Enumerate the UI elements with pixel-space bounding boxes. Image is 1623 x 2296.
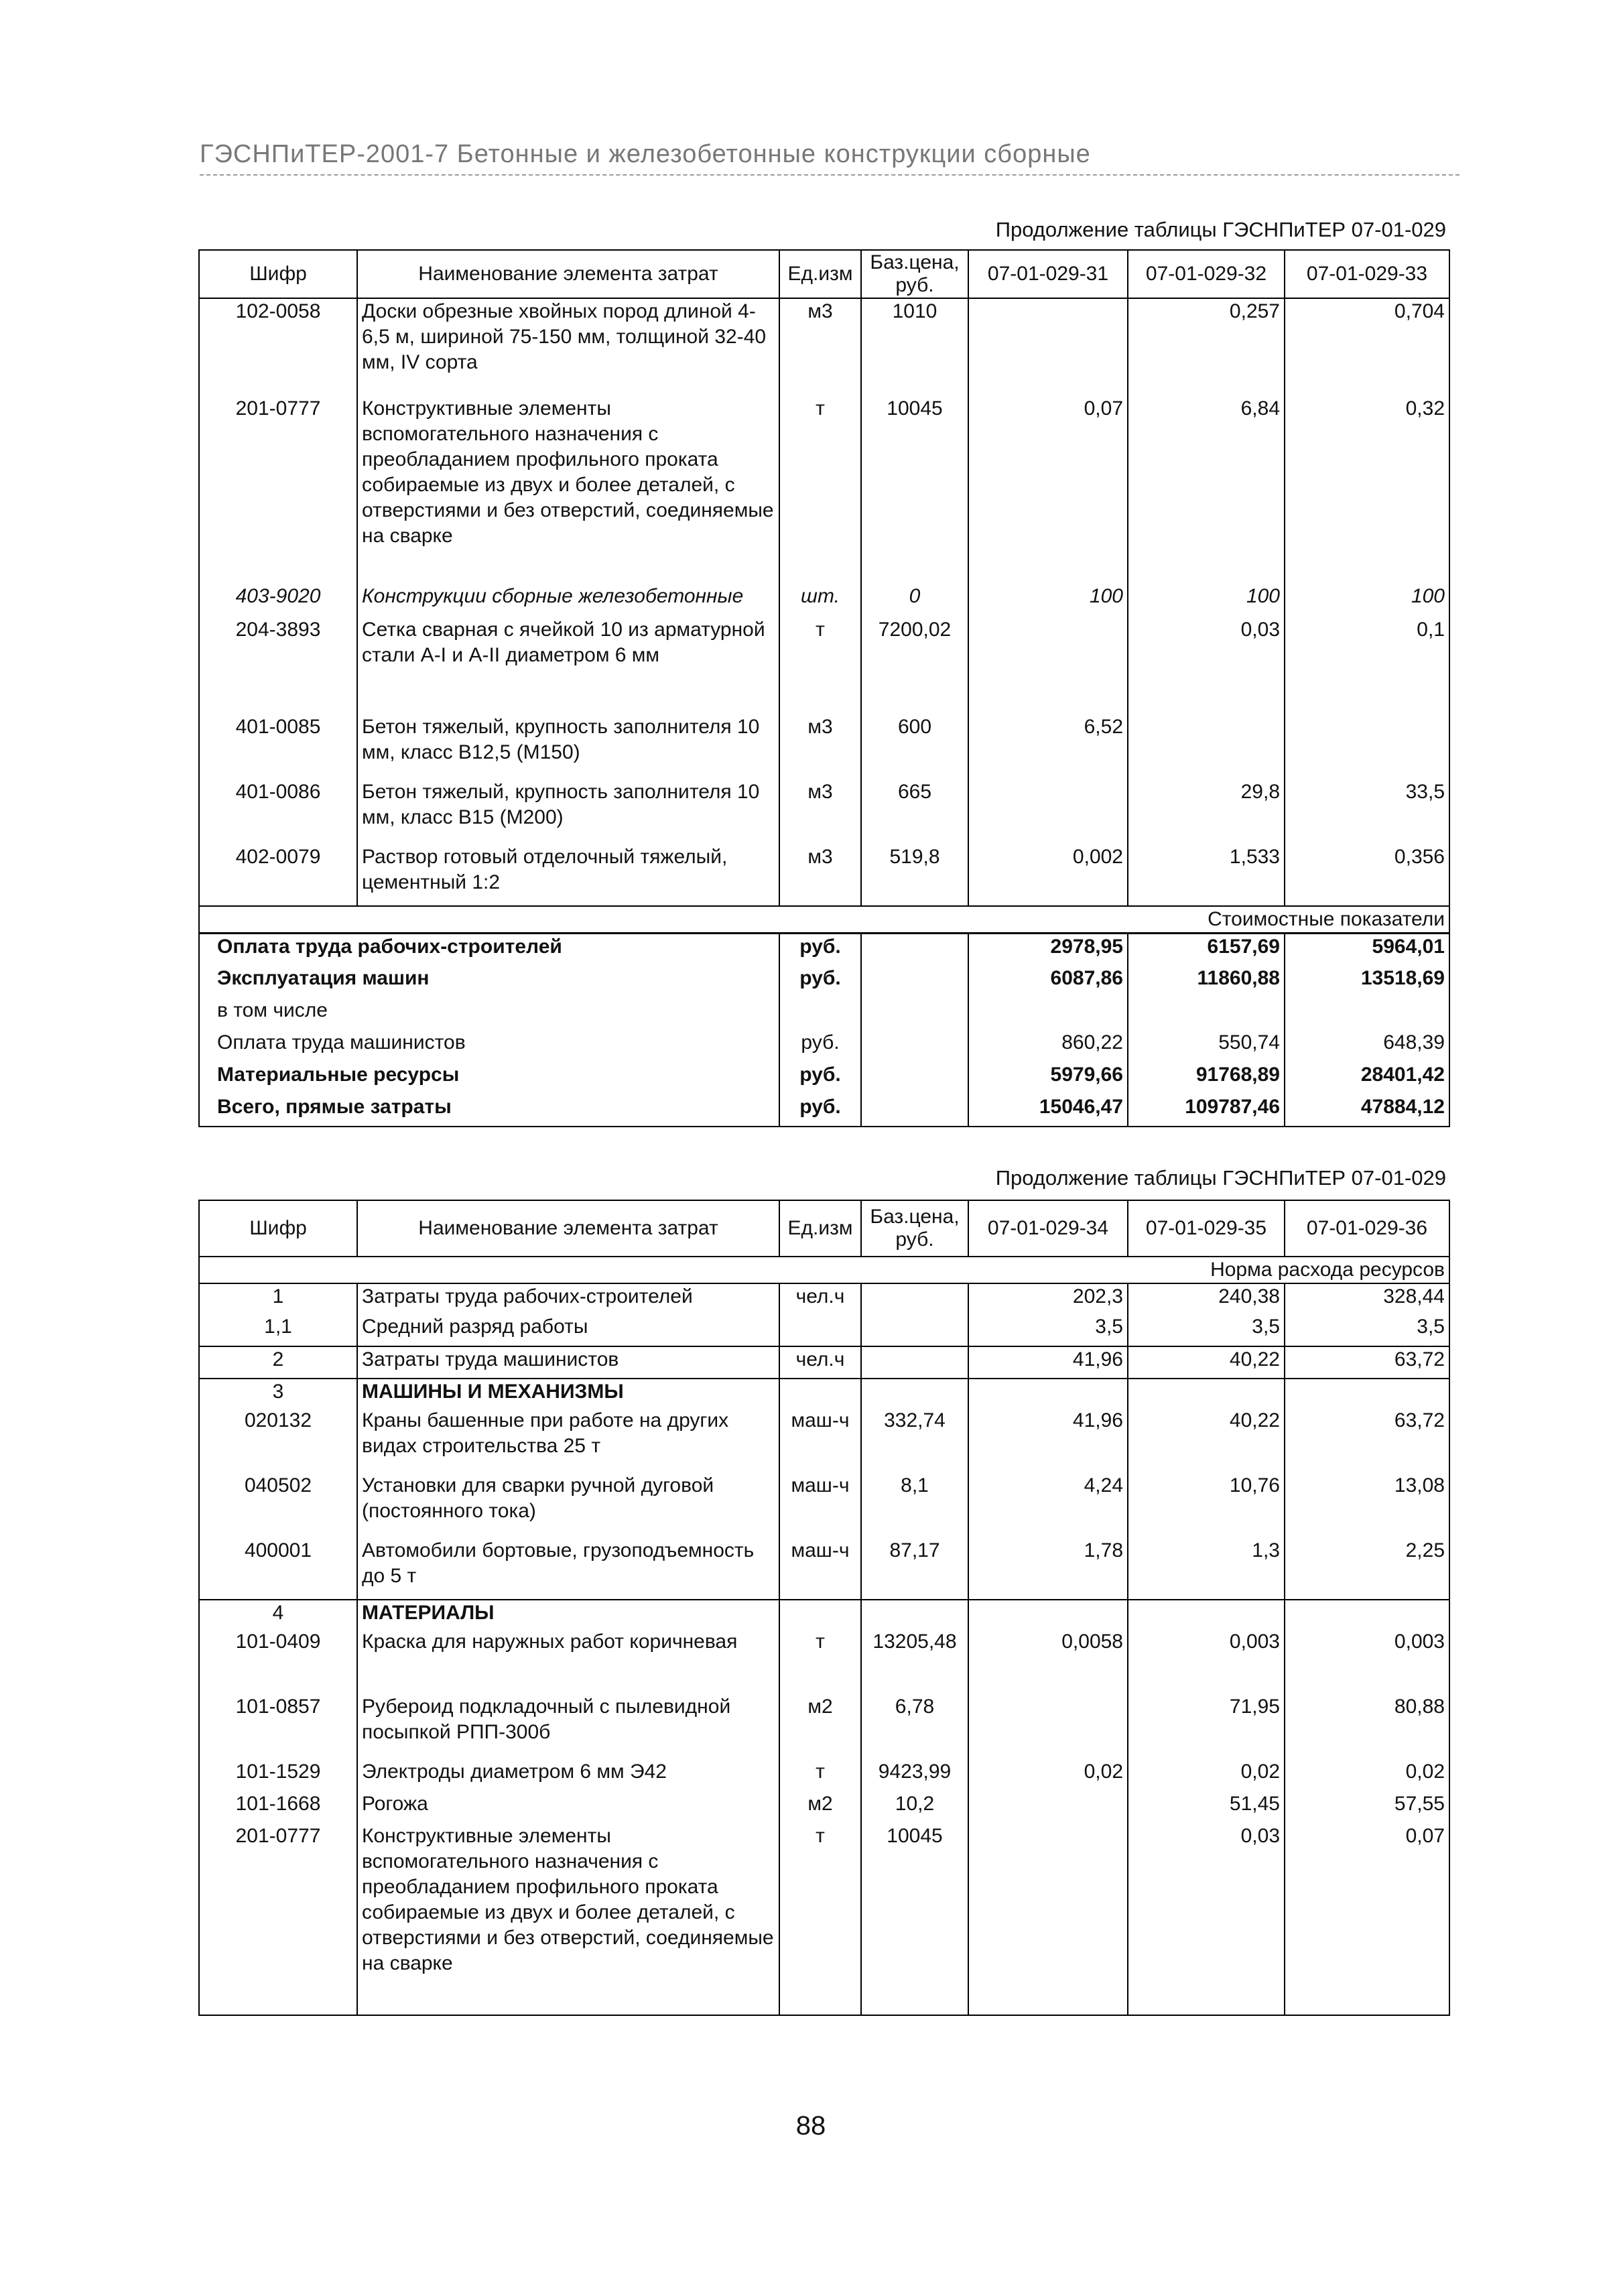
- row-code: 1: [199, 1283, 357, 1314]
- summary-label: Материальные ресурсы: [199, 1062, 779, 1094]
- table-row: [199, 1600, 1449, 1629]
- row-price: 9423,99: [861, 1759, 968, 1791]
- header-col3: 07-01-029-33: [1285, 250, 1449, 298]
- row-value-1: 3,5: [968, 1314, 1128, 1346]
- row-price: [861, 1346, 968, 1379]
- summary-value-2: 6157,69: [1128, 934, 1285, 966]
- summary-unit: руб.: [779, 1030, 861, 1062]
- row-value-2: 0,003: [1128, 1629, 1285, 1694]
- row-unit: [779, 1600, 861, 1629]
- summary-value-3: [1285, 998, 1449, 1030]
- row-value-3: [1285, 1600, 1449, 1629]
- row-price: 332,74: [861, 1408, 968, 1473]
- row-value-1: [968, 1791, 1128, 1824]
- row-value-1: [968, 617, 1128, 714]
- header-col3: 07-01-029-36: [1285, 1200, 1449, 1257]
- header-unit: Ед.изм: [779, 250, 861, 298]
- row-name: Конструкции сборные железобетонные: [357, 584, 779, 617]
- row-value-2: 51,45: [1128, 1791, 1285, 1824]
- row-value-3: 0,1: [1285, 617, 1449, 714]
- row-value-2: 0,03: [1128, 617, 1285, 714]
- row-code: 1,1: [199, 1314, 357, 1346]
- running-header: ГЭСНПиТЕР-2001-7 Бетонные и железобетонные конструкции сборные: [200, 139, 1459, 176]
- row-code: 4: [199, 1600, 357, 1629]
- row-code: 204-3893: [199, 617, 357, 714]
- summary-unit: [779, 998, 861, 1030]
- row-value-1: 4,24: [968, 1473, 1128, 1538]
- row-value-2: 40,22: [1128, 1408, 1285, 1473]
- summary-label: Оплата труда машинистов: [199, 1030, 779, 1062]
- summary-price: [861, 966, 968, 998]
- row-code: 402-0079: [199, 844, 357, 906]
- row-unit: т: [779, 396, 861, 584]
- row-code: 101-1529: [199, 1759, 357, 1791]
- table-row: [199, 1694, 1449, 1759]
- summary-label: Всего, прямые затраты: [199, 1094, 779, 1127]
- header-col2: 07-01-029-32: [1128, 250, 1285, 298]
- row-name: Конструктивные элементы вспомогательного назначения с преобладанием профильного проката собираемые из двух и более деталей, с отверстиями и без отверстий, соединяемые на сварке: [357, 1824, 779, 2015]
- row-name: Раствор готовый отделочный тяжелый, цементный 1:2: [357, 844, 779, 906]
- row-value-3: 0,07: [1285, 1824, 1449, 2015]
- table-row: [199, 714, 1449, 779]
- row-value-2: 10,76: [1128, 1473, 1285, 1538]
- row-name: Доски обрезные хвойных пород длиной 4-6,5 м, шириной 75-150 мм, толщиной 32-40 мм, IV сорта: [357, 298, 779, 396]
- row-value-3: 3,5: [1285, 1314, 1449, 1346]
- header-col1: 07-01-029-31: [968, 250, 1128, 298]
- summary-value-1: 15046,47: [968, 1094, 1128, 1127]
- row-code: 102-0058: [199, 298, 357, 396]
- row-value-2: 240,38: [1128, 1283, 1285, 1314]
- summary-value-1: 2978,95: [968, 934, 1128, 966]
- row-unit: маш-ч: [779, 1538, 861, 1600]
- row-value-3: [1285, 1379, 1449, 1408]
- summary-row: [199, 1094, 1449, 1127]
- section-label: Стоимостные показатели: [199, 906, 1449, 934]
- row-price: 600: [861, 714, 968, 779]
- row-name: Рогожа: [357, 1791, 779, 1824]
- row-price: [861, 1283, 968, 1314]
- row-name: Установки для сварки ручной дуговой (постоянного тока): [357, 1473, 779, 1538]
- row-unit: м2: [779, 1694, 861, 1759]
- summary-unit: руб.: [779, 1094, 861, 1127]
- row-value-1: 202,3: [968, 1283, 1128, 1314]
- row-name: Электроды диаметром 6 мм Э42: [357, 1759, 779, 1791]
- row-value-1: [968, 1694, 1128, 1759]
- row-code: 201-0777: [199, 396, 357, 584]
- row-value-2: 0,257: [1128, 298, 1285, 396]
- row-code: 040502: [199, 1473, 357, 1538]
- summary-value-3: 5964,01: [1285, 934, 1449, 966]
- table-row: [199, 298, 1449, 396]
- table2-caption: Продолжение таблицы ГЭСНПиТЕР 07-01-029: [995, 1166, 1446, 1190]
- table-row: [199, 1824, 1449, 2015]
- table-row: [199, 1538, 1449, 1600]
- summary-price: [861, 998, 968, 1030]
- table-row: [199, 1379, 1449, 1408]
- row-price: 1010: [861, 298, 968, 396]
- summary-value-1: [968, 998, 1128, 1030]
- row-code: 101-0409: [199, 1629, 357, 1694]
- summary-value-3: 28401,42: [1285, 1062, 1449, 1094]
- summary-row: [199, 1030, 1449, 1062]
- table-row: [199, 1629, 1449, 1694]
- table-row: [199, 1759, 1449, 1791]
- row-name: Краска для наружных работ коричневая: [357, 1629, 779, 1694]
- row-name: МАТЕРИАЛЫ: [357, 1600, 779, 1629]
- summary-value-2: 109787,46: [1128, 1094, 1285, 1127]
- row-value-3: 0,704: [1285, 298, 1449, 396]
- row-code: 101-0857: [199, 1694, 357, 1759]
- row-price: 10045: [861, 1824, 968, 2015]
- row-name: Бетон тяжелый, крупность заполнителя 10 мм, класс В15 (М200): [357, 779, 779, 844]
- header-name: Наименование элемента затрат: [357, 1200, 779, 1257]
- row-value-1: [968, 1379, 1128, 1408]
- row-value-3: 328,44: [1285, 1283, 1449, 1314]
- row-code: 201-0777: [199, 1824, 357, 2015]
- row-value-1: 0,07: [968, 396, 1128, 584]
- row-name: Краны башенные при работе на других видах строительства 25 т: [357, 1408, 779, 1473]
- section-label: Норма расхода ресурсов: [199, 1257, 1449, 1283]
- table-row: [199, 1473, 1449, 1538]
- row-value-1: [968, 1824, 1128, 2015]
- table-row: [199, 779, 1449, 844]
- summary-value-2: [1128, 998, 1285, 1030]
- row-value-1: 1,78: [968, 1538, 1128, 1600]
- row-unit: т: [779, 1824, 861, 2015]
- row-value-1: [968, 779, 1128, 844]
- row-value-1: 0,0058: [968, 1629, 1128, 1694]
- row-unit: м3: [779, 844, 861, 906]
- page-number: 88: [795, 2111, 826, 2141]
- row-price: [861, 1379, 968, 1408]
- header-name: Наименование элемента затрат: [357, 250, 779, 298]
- row-name: Средний разряд работы: [357, 1314, 779, 1346]
- header-unit: Ед.изм: [779, 1200, 861, 1257]
- row-price: 13205,48: [861, 1629, 968, 1694]
- table-row: [199, 1283, 1449, 1314]
- summary-label: Эксплуатация машин: [199, 966, 779, 998]
- row-unit: м3: [779, 298, 861, 396]
- table-row: [199, 396, 1449, 584]
- summary-label: в том числе: [199, 998, 779, 1030]
- table-row: [199, 1346, 1449, 1379]
- row-name: МАШИНЫ И МЕХАНИЗМЫ: [357, 1379, 779, 1408]
- summary-value-1: 860,22: [968, 1030, 1128, 1062]
- row-value-2: 71,95: [1128, 1694, 1285, 1759]
- row-value-2: 29,8: [1128, 779, 1285, 844]
- table1-header-row: [199, 250, 1449, 298]
- table-row: [199, 844, 1449, 906]
- row-price: 87,17: [861, 1538, 968, 1600]
- row-value-2: [1128, 1600, 1285, 1629]
- row-value-3: 0,32: [1285, 396, 1449, 584]
- section-row: [199, 1257, 1449, 1283]
- row-value-2: 100: [1128, 584, 1285, 617]
- row-code: 101-1668: [199, 1791, 357, 1824]
- row-price: 0: [861, 584, 968, 617]
- row-unit: м2: [779, 1791, 861, 1824]
- section-row: [199, 906, 1449, 934]
- summary-value-2: 11860,88: [1128, 966, 1285, 998]
- row-unit: т: [779, 617, 861, 714]
- row-value-1: [968, 298, 1128, 396]
- row-name: Рубероид подкладочный с пылевидной посыпкой РПП-300б: [357, 1694, 779, 1759]
- row-value-3: 63,72: [1285, 1408, 1449, 1473]
- row-price: 7200,02: [861, 617, 968, 714]
- row-value-1: 100: [968, 584, 1128, 617]
- row-unit: м3: [779, 714, 861, 779]
- row-value-2: [1128, 1379, 1285, 1408]
- summary-row: [199, 1062, 1449, 1094]
- header-code: Шифр: [199, 1200, 357, 1257]
- row-value-2: [1128, 714, 1285, 779]
- row-name: Сетка сварная с ячейкой 10 из арматурной стали А-I и А-II диаметром 6 мм: [357, 617, 779, 714]
- row-value-1: 0,02: [968, 1759, 1128, 1791]
- row-code: 401-0086: [199, 779, 357, 844]
- row-value-1: [968, 1600, 1128, 1629]
- table2: [198, 1200, 1450, 2016]
- header-col1: 07-01-029-34: [968, 1200, 1128, 1257]
- summary-unit: руб.: [779, 1062, 861, 1094]
- row-value-3: 63,72: [1285, 1346, 1449, 1379]
- table1-caption: Продолжение таблицы ГЭСНПиТЕР 07-01-029: [995, 218, 1446, 241]
- summary-label: Оплата труда рабочих-строителей: [199, 934, 779, 966]
- row-value-2: 1,3: [1128, 1538, 1285, 1600]
- row-value-2: 6,84: [1128, 396, 1285, 584]
- table-row: [199, 584, 1449, 617]
- row-value-3: 57,55: [1285, 1791, 1449, 1824]
- row-code: 3: [199, 1379, 357, 1408]
- row-value-3: 0,02: [1285, 1759, 1449, 1791]
- row-name: Бетон тяжелый, крупность заполнителя 10 мм, класс В12,5 (М150): [357, 714, 779, 779]
- row-price: [861, 1600, 968, 1629]
- row-unit: маш-ч: [779, 1473, 861, 1538]
- row-value-1: 41,96: [968, 1346, 1128, 1379]
- summary-price: [861, 1030, 968, 1062]
- row-unit: [779, 1314, 861, 1346]
- table-row: [199, 1314, 1449, 1346]
- row-value-3: 100: [1285, 584, 1449, 617]
- row-price: 519,8: [861, 844, 968, 906]
- summary-row: [199, 998, 1449, 1030]
- row-price: 6,78: [861, 1694, 968, 1759]
- row-price: 8,1: [861, 1473, 968, 1538]
- row-unit: чел.ч: [779, 1283, 861, 1314]
- summary-value-1: 5979,66: [968, 1062, 1128, 1094]
- row-code: 403-9020: [199, 584, 357, 617]
- summary-price: [861, 1062, 968, 1094]
- header-code: Шифр: [199, 250, 357, 298]
- row-name: Затраты труда рабочих-строителей: [357, 1283, 779, 1314]
- summary-row: [199, 934, 1449, 966]
- row-price: [861, 1314, 968, 1346]
- row-code: 020132: [199, 1408, 357, 1473]
- row-unit: т: [779, 1759, 861, 1791]
- summary-price: [861, 1094, 968, 1127]
- row-unit: маш-ч: [779, 1408, 861, 1473]
- summary-value-3: 648,39: [1285, 1030, 1449, 1062]
- table2-header-row: [199, 1200, 1449, 1257]
- summary-value-2: 550,74: [1128, 1030, 1285, 1062]
- summary-value-2: 91768,89: [1128, 1062, 1285, 1094]
- summary-value-3: 47884,12: [1285, 1094, 1449, 1127]
- summary-unit: руб.: [779, 966, 861, 998]
- row-value-2: 1,533: [1128, 844, 1285, 906]
- row-value-3: 2,25: [1285, 1538, 1449, 1600]
- table-row: [199, 617, 1449, 714]
- table1: [198, 249, 1450, 1127]
- header-price: Баз.цена, руб.: [861, 250, 968, 298]
- row-value-2: 3,5: [1128, 1314, 1285, 1346]
- row-value-2: 0,03: [1128, 1824, 1285, 2015]
- row-value-1: 0,002: [968, 844, 1128, 906]
- row-value-3: 80,88: [1285, 1694, 1449, 1759]
- row-value-3: 13,08: [1285, 1473, 1449, 1538]
- row-value-2: 40,22: [1128, 1346, 1285, 1379]
- summary-row: [199, 966, 1449, 998]
- table-row: [199, 1791, 1449, 1824]
- row-name: Конструктивные элементы вспомогательного назначения с преобладанием профильного проката собираемые из двух и более деталей, с отверстиями и без отверстий, соединяемые на сварке: [357, 396, 779, 584]
- summary-price: [861, 934, 968, 966]
- row-value-1: 41,96: [968, 1408, 1128, 1473]
- row-code: 2: [199, 1346, 357, 1379]
- row-code: 400001: [199, 1538, 357, 1600]
- row-unit: т: [779, 1629, 861, 1694]
- row-value-3: 0,003: [1285, 1629, 1449, 1694]
- row-unit: шт.: [779, 584, 861, 617]
- header-col2: 07-01-029-35: [1128, 1200, 1285, 1257]
- row-value-3: 0,356: [1285, 844, 1449, 906]
- row-price: 10,2: [861, 1791, 968, 1824]
- header-price: Баз.цена, руб.: [861, 1200, 968, 1257]
- row-unit: м3: [779, 779, 861, 844]
- summary-unit: руб.: [779, 934, 861, 966]
- summary-value-3: 13518,69: [1285, 966, 1449, 998]
- table-row: [199, 1408, 1449, 1473]
- row-name: Автомобили бортовые, грузоподъемность до 5 т: [357, 1538, 779, 1600]
- row-price: 10045: [861, 396, 968, 584]
- summary-value-1: 6087,86: [968, 966, 1128, 998]
- row-value-3: 33,5: [1285, 779, 1449, 844]
- row-value-3: [1285, 714, 1449, 779]
- row-name: Затраты труда машинистов: [357, 1346, 779, 1379]
- row-unit: чел.ч: [779, 1346, 861, 1379]
- row-value-2: 0,02: [1128, 1759, 1285, 1791]
- row-code: 401-0085: [199, 714, 357, 779]
- row-value-1: 6,52: [968, 714, 1128, 779]
- row-price: 665: [861, 779, 968, 844]
- row-unit: [779, 1379, 861, 1408]
